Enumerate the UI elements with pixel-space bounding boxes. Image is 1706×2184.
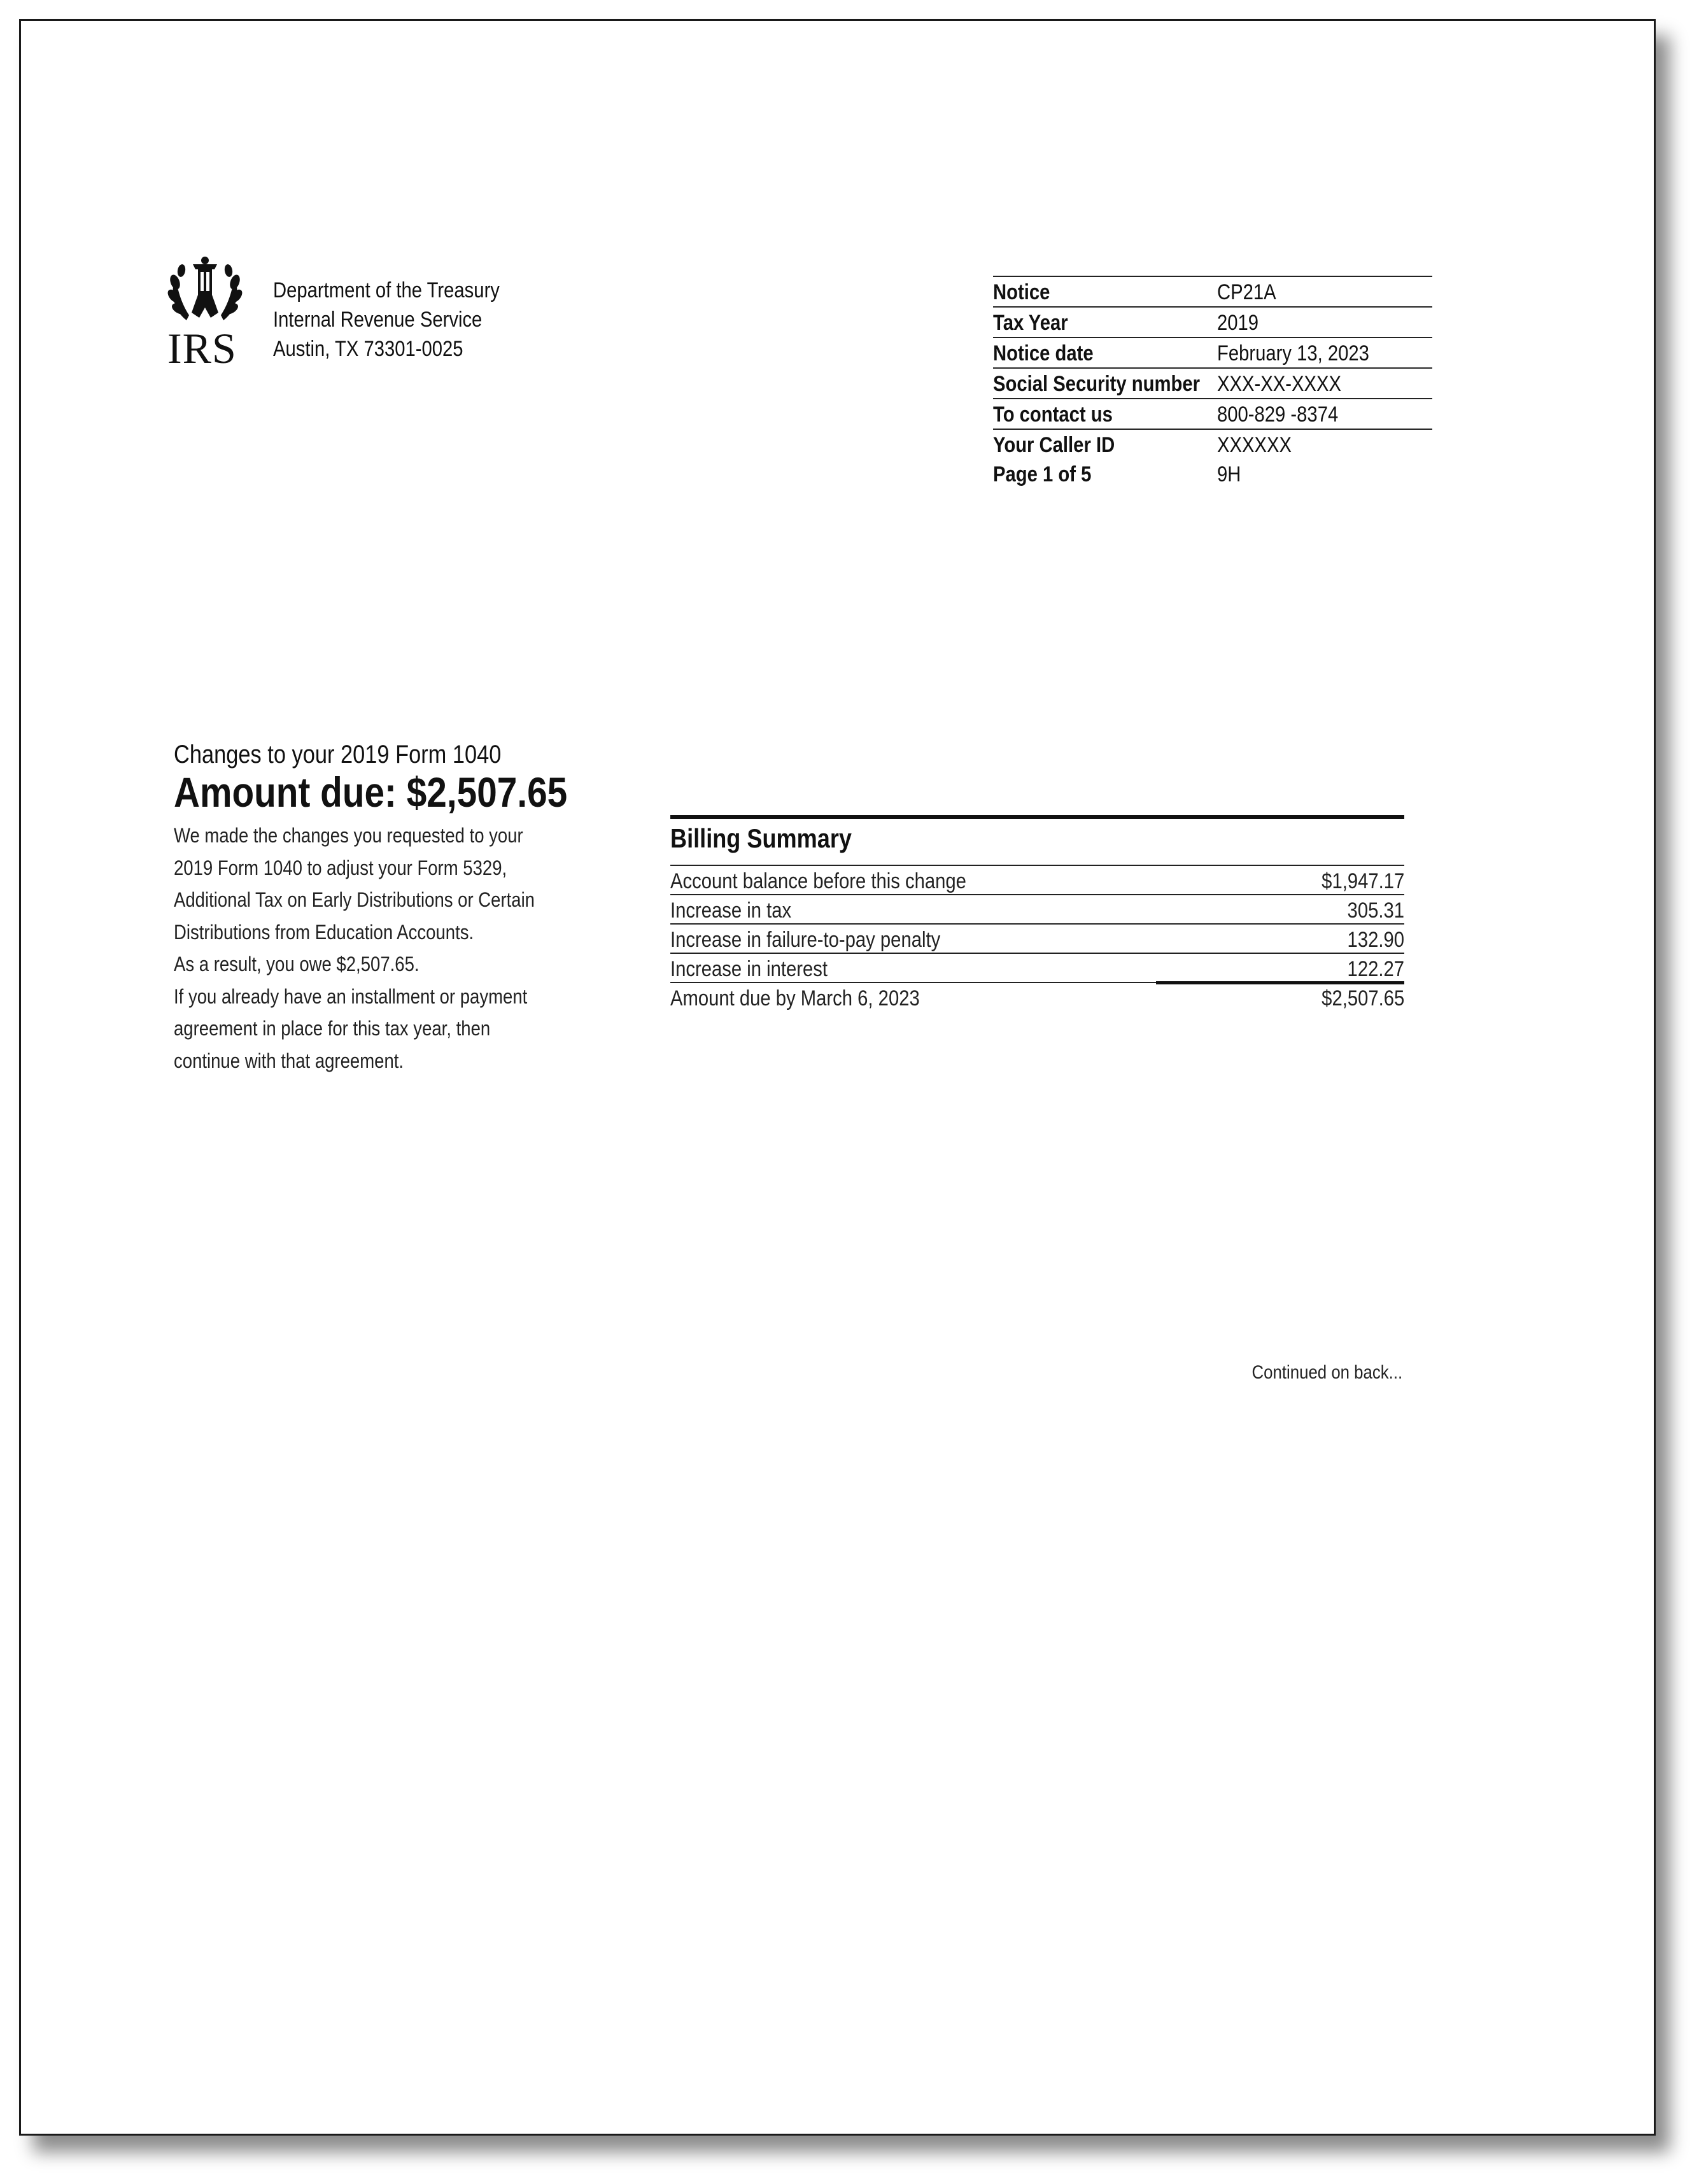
billing-summary — [670, 815, 1404, 1011]
irs-logo-text: IRS — [167, 324, 237, 372]
body-line: As a result, you owe $2,507.65. — [174, 953, 419, 975]
billing-amount: $1,947.17 — [1321, 869, 1404, 893]
notice-value: 2019 — [1217, 311, 1259, 335]
notice-value: XXX-XX-XXXX — [1217, 372, 1342, 396]
billing-divider — [670, 815, 1404, 819]
notice-info-table — [993, 276, 1432, 488]
billing-amount: 132.90 — [1347, 928, 1404, 952]
notice-label: To contact us — [993, 402, 1113, 427]
notice-row — [993, 459, 1432, 488]
billing-label: Amount due by March 6, 2023 — [670, 986, 920, 1010]
notice-label: Page 1 of 5 — [993, 462, 1092, 486]
billing-row — [670, 866, 1404, 895]
amount-due-heading: Amount due: $2,507.65 — [174, 769, 568, 816]
notice-label: Your Caller ID — [993, 433, 1115, 457]
changes-heading: Changes to your 2019 Form 1040 — [174, 741, 502, 769]
notice-row — [993, 338, 1432, 369]
notice-value: 800-829 -8374 — [1217, 402, 1339, 427]
notice-value: 9H — [1217, 462, 1241, 486]
notice-value: CP21A — [1217, 280, 1276, 304]
billing-label: Account balance before this change — [670, 869, 966, 893]
irs-eagle-icon — [167, 257, 243, 325]
body-line: 2019 Form 1040 to adjust your Form 5329, — [174, 856, 507, 879]
address-line: Internal Revenue Service — [273, 308, 483, 332]
address-line: Department of the Treasury — [273, 278, 500, 302]
continued-on-back: Continued on back... — [1251, 1362, 1402, 1383]
notice-label: Notice date — [993, 341, 1094, 365]
billing-total-row — [670, 983, 1404, 1011]
billing-label: Increase in tax — [670, 898, 792, 923]
billing-amount: 305.31 — [1347, 898, 1404, 923]
billing-summary-title: Billing Summary — [670, 823, 852, 853]
billing-row — [670, 954, 1404, 983]
notice-label: Social Security number — [993, 372, 1200, 396]
sender-address — [273, 276, 537, 364]
notice-row — [993, 276, 1432, 308]
body-line: Additional Tax on Early Distributions or Certain — [174, 888, 535, 911]
notice-page — [19, 19, 1656, 2136]
billing-row — [670, 895, 1404, 925]
notice-value: XXXXXX — [1217, 433, 1292, 457]
notice-value: February 13, 2023 — [1217, 341, 1369, 365]
notice-row — [993, 369, 1432, 399]
changes-section — [174, 739, 632, 1077]
notice-row — [993, 430, 1432, 459]
body-line: agreement in place for this tax year, then — [174, 1017, 491, 1040]
address-line: Austin, TX 73301-0025 — [273, 337, 463, 361]
billing-label: Increase in failure-to-pay penalty — [670, 928, 941, 952]
body-line: Distributions from Education Accounts. — [174, 920, 474, 944]
billing-row — [670, 925, 1404, 954]
body-line: If you already have an installment or payment — [174, 984, 528, 1008]
notice-label: Notice — [993, 280, 1050, 304]
billing-label: Increase in interest — [670, 957, 828, 981]
notice-row — [993, 308, 1432, 338]
body-line: continue with that agreement. — [174, 1049, 404, 1072]
notice-row — [993, 399, 1432, 430]
changes-body — [174, 819, 632, 1077]
body-line: We made the changes you requested to your — [174, 824, 523, 847]
billing-amount: 122.27 — [1347, 957, 1404, 981]
billing-table — [670, 865, 1404, 1011]
notice-label: Tax Year — [993, 311, 1068, 335]
billing-amount: $2,507.65 — [1321, 986, 1404, 1010]
irs-logo — [167, 257, 250, 370]
